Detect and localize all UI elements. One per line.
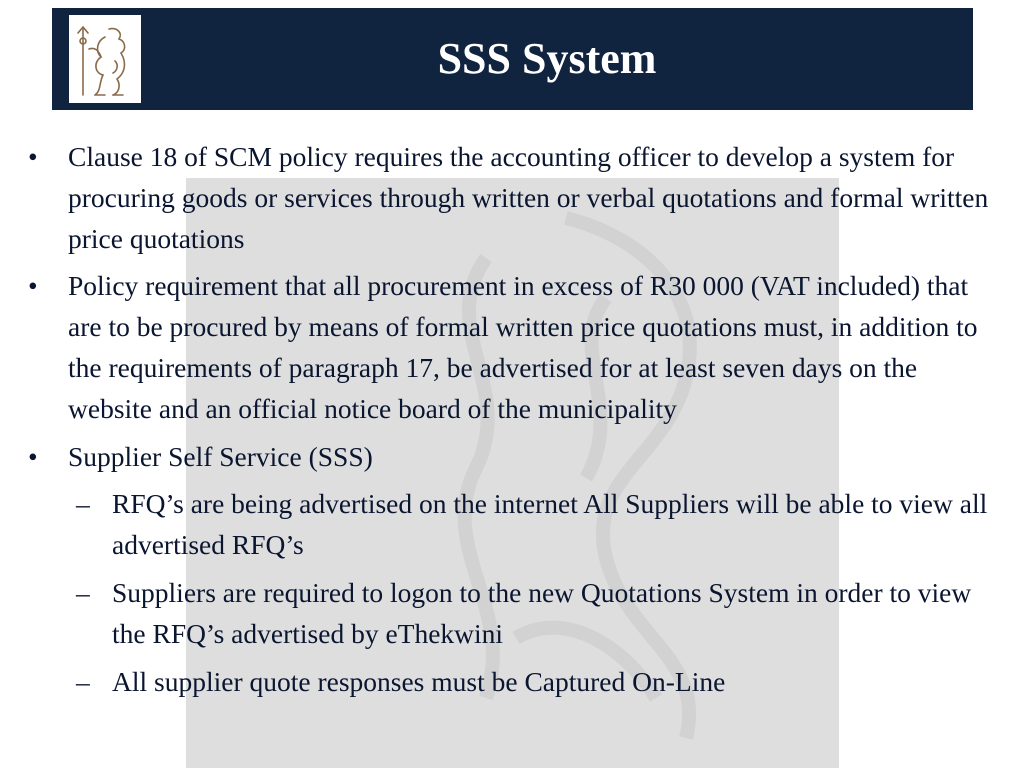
bullet-item <box>0 136 1024 259</box>
bullet-marker: • <box>28 270 38 301</box>
sub-bullet-text: Suppliers are required to logon to the new Quotations System in order to view the RFQ’s advertised by eThekwini <box>112 577 972 649</box>
sub-bullet-item <box>0 483 1024 565</box>
bullet-text: Policy requirement that all procurement in excess of R30 000 (VAT included) that are to be procured by means of formal written price quotations must, in addition to the requirements of paragraph 17, be advertised for at least seven days on the website and an official notice board of the municipality <box>68 270 978 424</box>
bullet-marker: • <box>28 141 38 172</box>
bullet-item <box>0 436 1024 477</box>
bullet-text: Clause 18 of SCM policy requires the accounting officer to develop a system for procuring goods or services through written or verbal quotations and formal written price quotations <box>68 141 989 254</box>
sub-bullet-marker: – <box>76 577 90 608</box>
bullet-marker: • <box>28 441 38 472</box>
bullet-text: Supplier Self Service (SSS) <box>68 441 373 472</box>
bullet-item <box>0 265 1024 429</box>
sub-bullet-marker: – <box>76 488 90 519</box>
page-title: SSS System <box>437 34 657 83</box>
sub-bullet-marker: – <box>76 666 90 697</box>
sub-bullet-item <box>0 661 1024 702</box>
sub-bullet-text: All supplier quote responses must be Captured On-Line <box>112 666 726 697</box>
sub-bullet-item <box>0 572 1024 654</box>
sub-bullet-text: RFQ’s are being advertised on the internet All Suppliers will be able to view all advertised RFQ’s <box>112 488 988 560</box>
slide-content <box>0 136 1024 702</box>
